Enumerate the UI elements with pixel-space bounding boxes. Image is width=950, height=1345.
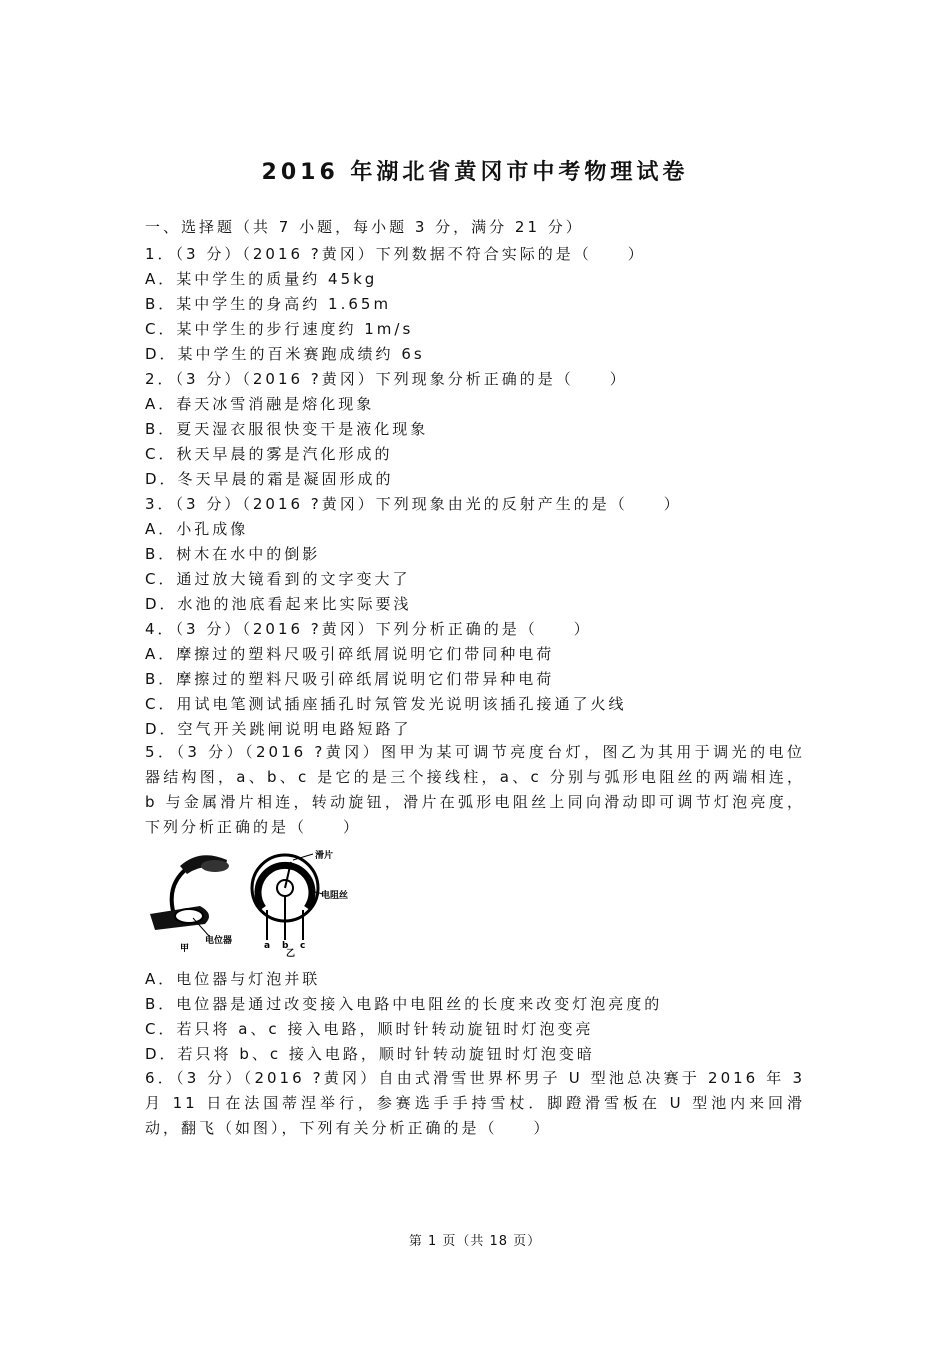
figure-label-c: c [300,941,306,951]
question-5-option-d: D．若只将 b、c 接入电路，顺时针转动旋钮时灯泡变暗 [145,1045,595,1063]
page-footer: 第 1 页（共 18 页） [408,1234,542,1249]
question-2-option-b: B．夏天湿衣服很快变干是液化现象 [145,420,429,438]
question-2-option-d: D．冬天早晨的霜是凝固形成的 [145,470,394,488]
section-heading: 一、选择题（共 7 小题，每小题 3 分，满分 21 分） [145,218,584,236]
figure-label-wire: 电阻丝 [321,891,349,901]
question-2-option-a: A．春天冰雪消融是熔化现象 [145,395,375,413]
question-3-stem: 3．（3 分）（2016 ?黄冈）下列现象由光的反射产生的是（ ） [145,495,682,513]
figure-label-potentiometer: 电位器 [205,936,233,946]
question-4-option-b: B．摩擦过的塑料尺吸引碎纸屑说明它们带异种电荷 [145,670,555,688]
question-4-option-d: D．空气开关跳闸说明电路短路了 [145,720,412,738]
question-6-stem: 6．（3 分）（2016 ?黄冈）自由式滑雪世界杯男子 U 型池总决赛于 2016 年 3 月 11 日在法国蒂涅举行，参赛选手手持雪杖．脚蹬滑雪板在 U 型池内来回滑动，翻飞（如图），下列有关分析正确的是（ ） [145,1069,805,1137]
page-title: 2016 年湖北省黄冈市中考物理试卷 [261,160,689,185]
question-5-option-b: B．电位器是通过改变接入电路中电阻丝的长度来改变灯泡亮度的 [145,995,663,1013]
question-1-stem: 1．（3 分）（2016 ?黄冈）下列数据不符合实际的是（ ） [145,245,646,263]
question-4-stem: 4．（3 分）（2016 ?黄冈）下列分析正确的是（ ） [145,620,592,638]
figure-label-b: b [282,941,289,951]
question-2-option-c: C．秋天早晨的雾是汽化形成的 [145,445,393,463]
figure-label-yi: 乙 [286,949,296,959]
figure-label-slider: 滑片 [315,851,334,861]
question-3-option-d: D．水池的池底看起来比实际要浅 [145,595,412,613]
question-4-option-c: C．用试电笔测试插座插孔时氖管发光说明该插孔接通了火线 [145,695,627,713]
figure-label-jia: 甲 [180,944,190,954]
question-4-option-a: A．摩擦过的塑料尺吸引碎纸屑说明它们带同种电荷 [145,645,555,663]
question-1-option-b: B．某中学生的身高约 1.65m [145,295,392,313]
question-2-stem: 2．（3 分）（2016 ?黄冈）下列现象分析正确的是（ ） [145,370,628,388]
question-5-figure [145,848,349,959]
question-1-option-d: D．某中学生的百米赛跑成绩约 6s [145,345,425,363]
figure-label-a: a [264,941,271,951]
question-3-option-c: C．通过放大镜看到的文字变大了 [145,570,411,588]
question-5-option-a: A．电位器与灯泡并联 [145,970,321,988]
potentiometer-drawing [252,854,323,940]
question-1-option-a: A．某中学生的质量约 45kg [145,270,378,288]
question-5-option-c: C．若只将 a、c 接入电路，顺时针转动旋钮时灯泡变亮 [145,1020,594,1038]
lamp-drawing [150,855,229,936]
question-5-stem: 5．（3 分）（2016 ?黄冈）图甲为某可调节亮度台灯，图乙为其用于调光的电位器结构图，a、b、c 是它的是三个接线柱，a、c 分别与弧形电阻丝的两端相连，b 与金属滑片相连，转动旋钮，滑片在弧形电阻丝上同向滑动即可调节灯泡亮度，下列分析正确的是（ ） [145,743,805,836]
question-3-option-b: B．树木在水中的倒影 [145,545,321,563]
question-3-option-a: A．小孔成像 [145,520,249,538]
question-1-option-c: C．某中学生的步行速度约 1m/s [145,320,414,338]
